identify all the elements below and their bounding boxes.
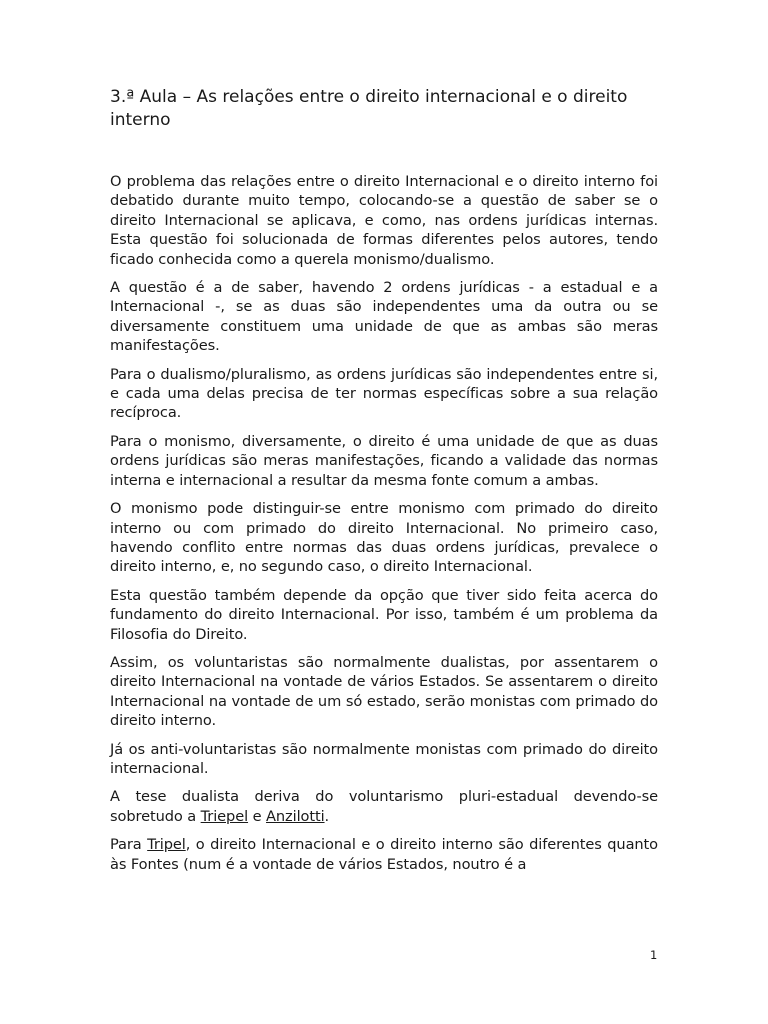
paragraph-9-text-start: A tese dualista deriva do voluntarismo pluri-estadual devendo-se sobretudo a bbox=[110, 788, 658, 825]
paragraph-9-text-end: . bbox=[324, 807, 330, 825]
paragraph-2: A questão é a de saber, havendo 2 ordens jurídicas - a estadual e a Internacional -, se as duas são independentes uma da outra ou se diversamente constituem uma unidade de que as ambas são meras manifestações. bbox=[110, 279, 658, 355]
document-body bbox=[110, 172, 658, 883]
paragraph-9-conjunction: e bbox=[248, 807, 267, 825]
link-triepel[interactable]: Triepel bbox=[200, 807, 249, 825]
paragraph-6: Esta questão também depende da opção que tiver sido feita acerca do fundamento do direito Internacional. Por isso, também é um problema da Filosofia do Direito. bbox=[110, 586, 658, 643]
page-number: 1 bbox=[650, 948, 658, 962]
paragraph-3: Para o dualismo/pluralismo, as ordens jurídicas são independentes entre si, e cada uma delas precisa de ter normas específicas sobre a sua relação recíproca. bbox=[110, 365, 658, 422]
paragraph-10 bbox=[110, 835, 658, 874]
paragraph-10-text-start: Para bbox=[110, 836, 148, 854]
link-anzilotti[interactable]: Anzilotti bbox=[266, 807, 325, 825]
paragraph-7: Assim, os voluntaristas são normalmente dualistas, por assentarem o direito Internacional na vontade de vários Estados. Se assentarem o direito Internacional na vontade de um só estado, serão monistas com primado do direito interno. bbox=[110, 653, 658, 730]
paragraph-5: O monismo pode distinguir-se entre monismo com primado do direito interno ou com primado do direito Internacional. No primeiro caso, havendo conflito entre normas das duas ordens jurídicas, prevalece o direito interno, e, no segundo caso, o direito Internacional. bbox=[110, 500, 658, 576]
paragraph-4: Para o monismo, diversamente, o direito é uma unidade de que as duas ordens jurídicas são meras manifestações, ficando a validade das normas interna e internacional a resultar da mesma fonte comum a ambas. bbox=[110, 432, 658, 489]
paragraph-10-text-end: , o direito Internacional e o direito interno são diferentes quanto às Fontes (num é a vontade de vários Estados, noutro é a bbox=[110, 836, 659, 873]
paragraph-1: O problema das relações entre o direito Internacional e o direito interno foi debatido durante muito tempo, colocando-se a questão de saber se o direito Internacional se aplicava, e como, nas ordens jurídicas internas. Esta questão foi solucionada de formas diferentes pelos autores, tendo ficado conhecida como a querela monismo/dualismo. bbox=[110, 173, 658, 268]
link-tripel[interactable]: Tripel bbox=[147, 836, 186, 854]
paragraph-8: Já os anti-voluntaristas são normalmente monistas com primado do direito internacional. bbox=[110, 740, 658, 777]
document-title: 3.ª Aula – As relações entre o direito internacional e o direito interno bbox=[110, 87, 628, 130]
paragraph-9 bbox=[110, 787, 658, 826]
